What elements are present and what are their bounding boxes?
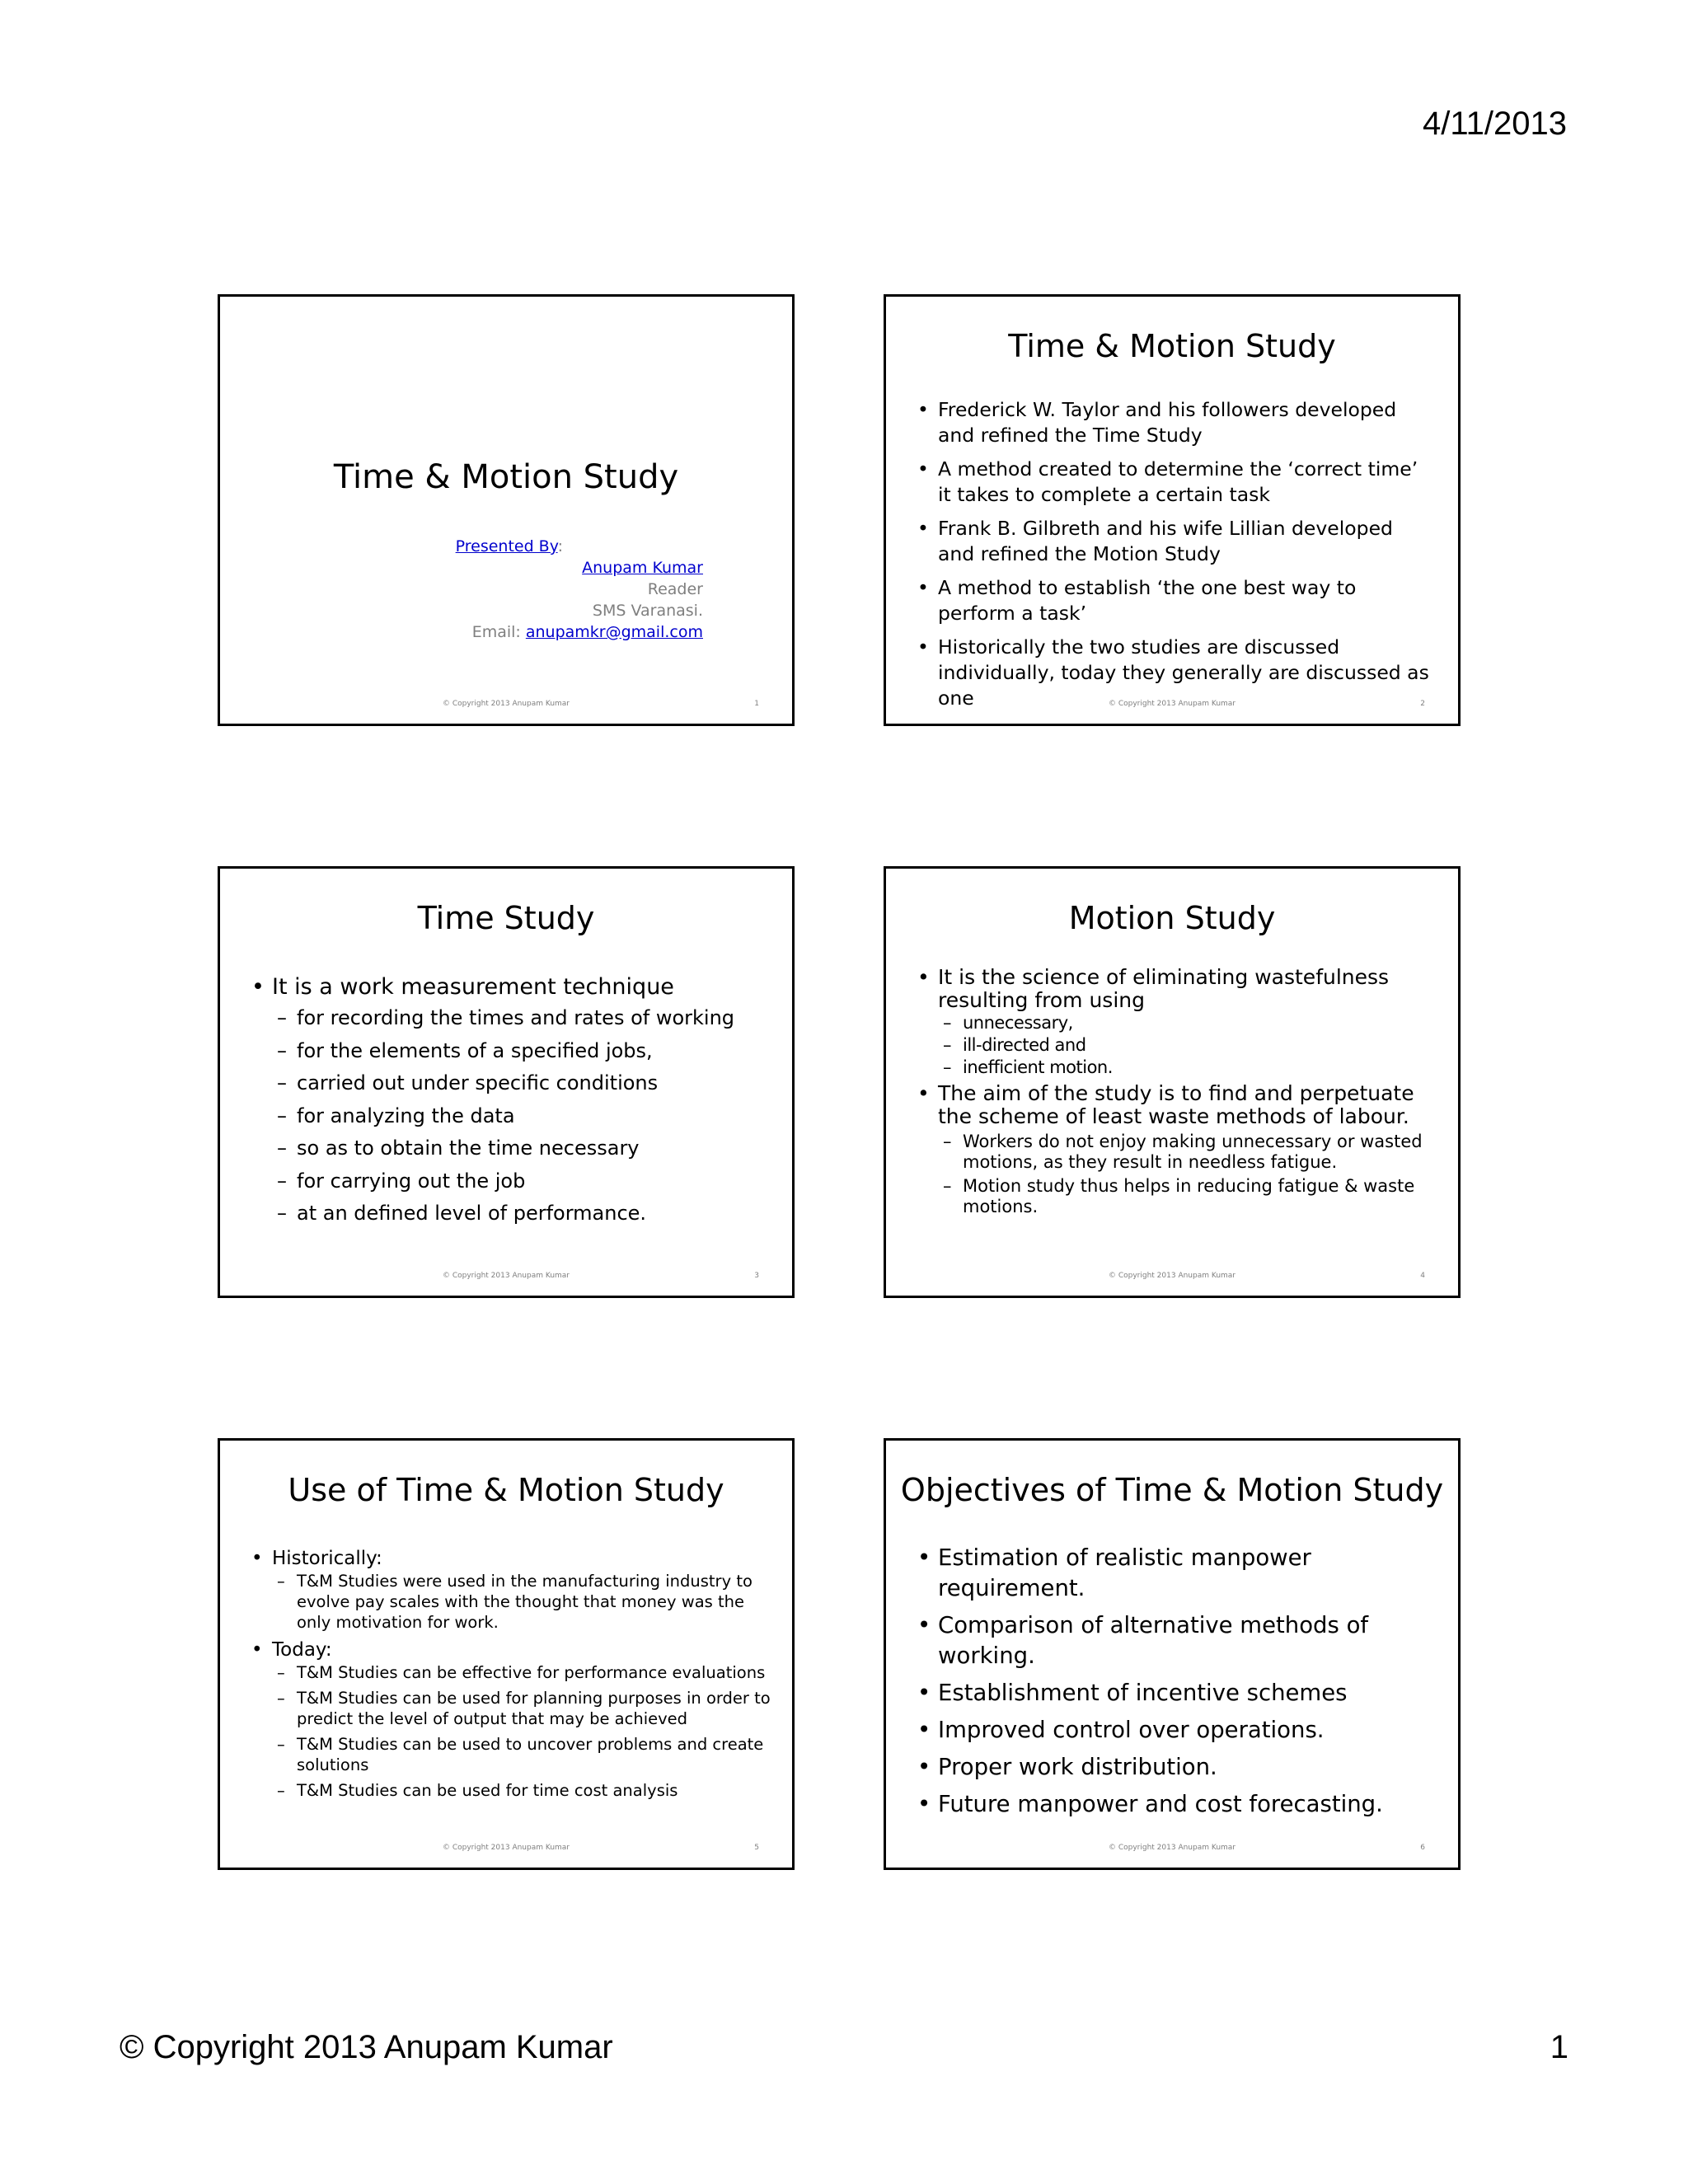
sub-list-item: – so as to obtain the time necessary xyxy=(277,1132,776,1165)
list-item: • The aim of the study is to find and perpetuate the scheme of least waste methods of labour. – Workers do not enjoy making unnecessary or wasted motions, as they result in needless fatigue. – Motion study thus helps in reducing fatigue & waste motions. xyxy=(917,1082,1442,1217)
presenter-name-link[interactable]: Anupam Kumar xyxy=(582,559,703,577)
list-item: • Frederick W. Taylor and his followers developed and refined the Time Study xyxy=(917,397,1433,448)
slide-title: Time & Motion Study xyxy=(333,458,679,496)
sub-list-item: – T&M Studies were used in the manufacturing industry to evolve pay scales with the thought that money was the only motivation for work. xyxy=(277,1571,776,1633)
sub-list xyxy=(943,1012,1442,1079)
sub-list-item: – at an defined level of performance. xyxy=(277,1197,776,1230)
sub-list-item: – carried out under specific conditions xyxy=(277,1067,776,1100)
list-item: • Historically the two studies are discussed individually, today they generally are discussed as one xyxy=(917,635,1433,711)
sub-list-item: – unnecessary, xyxy=(943,1012,1442,1034)
email-link[interactable]: anupamkr@gmail.com xyxy=(525,623,703,641)
list-item: • A method to establish ‘the one best way to perform a task’ xyxy=(917,575,1433,626)
slide-number: 6 xyxy=(1420,1844,1425,1852)
list-item: • Establishment of incentive schemes xyxy=(917,1678,1437,1708)
slide-copyright: © Copyright 2013 Anupam Kumar xyxy=(1108,1844,1236,1852)
slide-5 xyxy=(218,1438,795,1870)
list-item: • A method created to determine the ‘correct time’ it takes to complete a certain task xyxy=(917,457,1433,508)
slide-copyright: © Copyright 2013 Anupam Kumar xyxy=(442,1272,570,1280)
sub-list-item: – Motion study thus helps in reducing fatigue & waste motions. xyxy=(943,1176,1442,1217)
slide-1 xyxy=(218,294,795,726)
sub-list xyxy=(277,1571,776,1633)
slide-footer xyxy=(220,1272,792,1283)
page-number: 1 xyxy=(1550,2029,1568,2065)
list-item: • It is a work measurement technique – for recording the times and rates of working – for the elements of a specified jobs, – carried out under specific conditions – for analyzing the data – so as to obtain the time necessary – for carrying out the job – at an defined level of performance. xyxy=(251,972,776,1230)
slide-title: Use of Time & Motion Study xyxy=(288,1472,724,1508)
slide-copyright: © Copyright 2013 Anupam Kumar xyxy=(442,1844,570,1852)
list-item: • It is the science of eliminating wastefulness resulting from using – unnecessary, – ill-directed and – inefficient motion. xyxy=(917,966,1442,1079)
slide-copyright: © Copyright 2013 Anupam Kumar xyxy=(442,700,570,708)
bullet-list xyxy=(917,397,1433,719)
slide-number: 4 xyxy=(1420,1272,1425,1280)
sub-list-item: – Workers do not enjoy making unnecessary or wasted motions, as they result in needless fatigue. xyxy=(943,1132,1442,1173)
slide-number: 1 xyxy=(754,700,759,708)
presented-by-link[interactable]: Presented By xyxy=(455,537,558,555)
slide-2 xyxy=(884,294,1461,726)
list-item: • Future manpower and cost forecasting. xyxy=(917,1789,1437,1820)
slide-6 xyxy=(884,1438,1461,1870)
bullet-list xyxy=(917,1543,1437,1826)
slide-footer xyxy=(886,700,1458,711)
slide-4 xyxy=(884,866,1461,1298)
presenter-role: Reader xyxy=(647,580,703,598)
sub-list-item: – T&M Studies can be used for planning purposes in order to predict the level of output that may be achieved xyxy=(277,1688,776,1729)
slide-title: Time & Motion Study xyxy=(1008,328,1336,364)
slide-footer xyxy=(220,1844,792,1855)
slide-number: 2 xyxy=(1420,700,1425,708)
slide-footer xyxy=(886,1272,1458,1283)
sub-list-item: – for carrying out the job xyxy=(277,1165,776,1198)
presenter-block xyxy=(373,536,703,643)
bullet-list xyxy=(917,966,1442,1221)
slide-3 xyxy=(218,866,795,1298)
sub-list-item: – ill-directed and xyxy=(943,1034,1442,1057)
page-copyright: © Copyright 2013 Anupam Kumar xyxy=(120,2029,613,2065)
list-item: • Improved control over operations. xyxy=(917,1715,1437,1746)
sub-list xyxy=(277,1002,776,1230)
list-item: • Comparison of alternative methods of working. xyxy=(917,1610,1437,1671)
slide-copyright: © Copyright 2013 Anupam Kumar xyxy=(1108,1272,1236,1280)
slide-title: Objectives of Time & Motion Study xyxy=(900,1472,1444,1508)
slide-footer xyxy=(886,1844,1458,1855)
sub-list-item: – for analyzing the data xyxy=(277,1100,776,1133)
sub-list-item: – T&M Studies can be used to uncover problems and create solutions xyxy=(277,1734,776,1775)
sub-list-item: – for recording the times and rates of working xyxy=(277,1002,776,1035)
list-item: • Estimation of realistic manpower requirement. xyxy=(917,1543,1437,1604)
sub-list-item: – T&M Studies can be effective for performance evaluations xyxy=(277,1662,776,1683)
bullet-list xyxy=(251,1546,776,1806)
slide-title: Motion Study xyxy=(1068,900,1276,936)
list-item: • Historically: – T&M Studies were used in the manufacturing industry to evolve pay scales with the thought that money was the only motivation for work. xyxy=(251,1546,776,1633)
slide-copyright: © Copyright 2013 Anupam Kumar xyxy=(1108,700,1236,708)
sub-list xyxy=(277,1662,776,1801)
presented-by-colon: : xyxy=(557,537,563,555)
slide-title: Time Study xyxy=(417,900,595,936)
slide-footer xyxy=(220,700,792,711)
sub-list-item: – inefficient motion. xyxy=(943,1057,1442,1079)
sub-list xyxy=(943,1132,1442,1217)
list-item: • Today: – T&M Studies can be effective for performance evaluations – T&M Studies can be used for planning purposes in order to predict the level of output that may be achieved – T&M Studies can be used to uncover problems and create solutions – T&M Studies can be used for time cost analysis xyxy=(251,1638,776,1801)
slide-number: 3 xyxy=(754,1272,759,1280)
bullet-list xyxy=(251,972,776,1230)
list-item: • Frank B. Gilbreth and his wife Lillian developed and refined the Motion Study xyxy=(917,516,1433,567)
email-label: Email: xyxy=(471,623,526,641)
list-item: • Proper work distribution. xyxy=(917,1752,1437,1783)
sub-list-item: – for the elements of a specified jobs, xyxy=(277,1035,776,1068)
sub-list-item: – T&M Studies can be used for time cost analysis xyxy=(277,1780,776,1801)
presenter-org: SMS Varanasi. xyxy=(592,602,703,620)
page-date: 4/11/2013 xyxy=(1423,105,1567,142)
slide-number: 5 xyxy=(754,1844,759,1852)
